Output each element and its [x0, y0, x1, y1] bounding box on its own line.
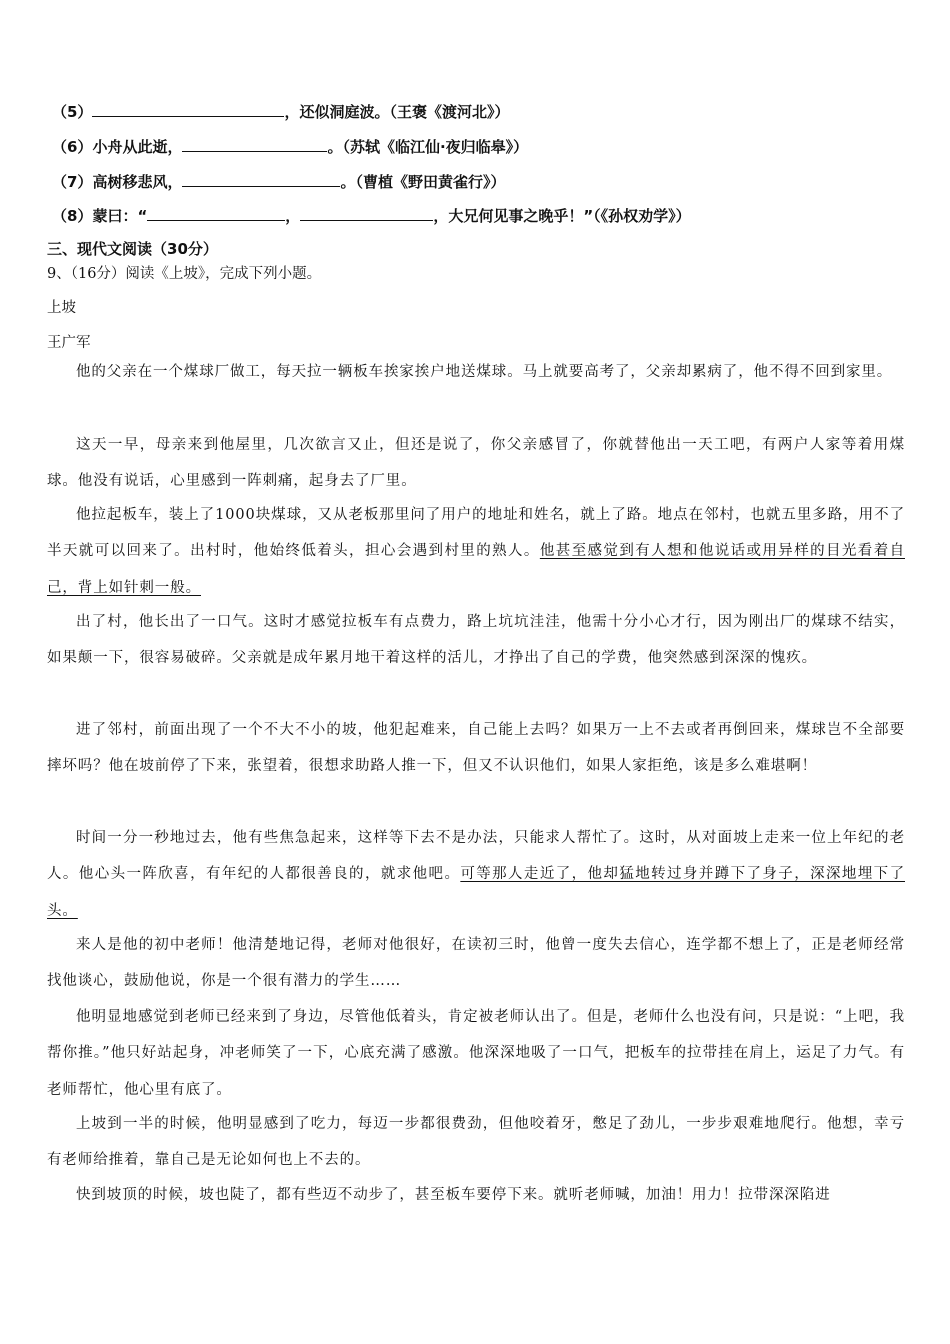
paragraph-text: 他的父亲在一个煤球厂做工，每天拉一辆板车挨家挨户地送煤球。马上就要高考了，父亲却累病了，他不得不回到家里。 [76, 364, 893, 380]
fill-blank-5 [52, 102, 509, 122]
paragraph-text: 出了村，他长出了一口气。这时才感觉拉板车有点费力，路上坑坑洼洼，他需十分小心才行，因为刚出厂的煤球不结实，如果颠一下，很容易破碎。父亲就是成年累月地干着这样的活儿，才挣出了自己的学费，他突然感到深深的愧疚。 [47, 614, 905, 667]
article-paragraph-2 [47, 427, 905, 500]
fill-blank-text: ， [285, 207, 301, 225]
article-paragraph-9 [47, 1106, 905, 1179]
answer-blank[interactable] [147, 206, 285, 221]
fill-blank-number: （8） [52, 207, 93, 225]
fill-blank-number: （5） [52, 103, 93, 121]
fill-blank-text: 。（苏轼《临江仙·夜归临皋》） [327, 138, 529, 156]
fill-blank-7 [52, 172, 505, 192]
section-title: 三、现代文阅读（30分） [47, 240, 218, 258]
fill-blank-text: 高树移悲风， [92, 173, 183, 191]
article-paragraph-1 [47, 354, 905, 390]
article-paragraph-7 [47, 927, 905, 1000]
paragraph-text: 他拉起板车，装上了1000块煤球，又从老板那里问了用户的地址和姓名，就上了路。地点在邻村，也就五里多路，用不了半天就可以回来了。出村时，他始终低着头，担心会遇到村里的熟人。 [47, 507, 905, 560]
paragraph-text: 这天一早，母亲来到他屋里，几次欲言又止，但还是说了，你父亲感冒了，你就替他出一天工吧，有两户人家等着用煤球。他没有说话，心里感到一阵刺痛，起身去了厂里。 [47, 437, 905, 490]
article-author: 王广军 [47, 335, 91, 351]
paragraph-text: 进了邻村，前面出现了一个不大不小的坡，他犯起难来，自己能上去吗？如果万一上不去或者再倒回来，煤球岂不全部要摔坏吗？他在坡前停了下来，张望着，很想求助路人推一下，但又不认识他们，如果人家拒绝，该是多么难堪啊！ [47, 722, 905, 775]
fill-blank-number: （7） [52, 173, 93, 191]
fill-blank-text: 小舟从此逝， [92, 138, 183, 156]
paragraph-text: 上坡到一半的时候，他明显感到了吃力，每迈一步都很费劲，但他咬着牙，憋足了劲儿，一步步艰难地爬行。他想，幸亏有老师给推着，靠自己是无论如何也上不去的。 [47, 1116, 905, 1169]
fill-blank-text: 。（曹植《野田黄雀行》） [340, 173, 506, 191]
article-paragraph-10 [47, 1177, 905, 1213]
answer-blank[interactable] [182, 172, 340, 187]
answer-blank[interactable] [182, 137, 327, 152]
article-paragraph-6 [47, 820, 905, 929]
answer-blank[interactable] [92, 102, 284, 117]
fill-blank-6 [52, 137, 528, 157]
article-paragraph-5 [47, 712, 905, 785]
answer-blank[interactable] [300, 206, 433, 221]
underlined-sentence: 可等那人走近了，他却猛地转过身并蹲下了身子，深深地埋下了头。 [47, 866, 905, 919]
article-paragraph-3 [47, 497, 905, 606]
fill-blank-8 [52, 206, 691, 226]
paragraph-text: 快到坡顶的时候，坡也陡了，都有些迈不动步了，甚至板车要停下来。就听老师喊，加油！用力！拉带深深陷进 [76, 1187, 831, 1203]
question-prompt: 9、（16分）阅读《上坡》，完成下列小题。 [47, 266, 322, 282]
article-paragraph-8 [47, 999, 905, 1108]
fill-blank-text: ，还似洞庭波。（王褒《渡河北》） [284, 103, 510, 121]
paragraph-text: 来人是他的初中老师！他清楚地记得，老师对他很好，在读初三时，他曾一度失去信心，连学都不想上了，正是老师经常找他谈心，鼓励他说，你是一个很有潜力的学生…… [47, 937, 905, 990]
paragraph-text: 时间一分一秒地过去，他有些焦急起来，这样等下去不是办法，只能求人帮忙了。这时，从对面坡上走来一位上年纪的老人。他心头一阵欣喜，有年纪的人都很善良的，就求他吧。 [47, 830, 905, 883]
paragraph-text: 他明显地感觉到老师已经来到了身边，尽管他低着头，肯定被老师认出了。但是，老师什么也没有问，只是说：“上吧，我帮你推。”他只好站起身，冲老师笑了一下，心底充满了感激。他深深地吸了一口气，把板车的拉带挂在肩上，运足了力气。有老师帮忙，他心里有底了。 [47, 1009, 905, 1098]
underlined-sentence: 他甚至感觉到有人想和他说话或用异样的目光看着自己，背上如针刺一般。 [47, 543, 905, 596]
article-paragraph-4 [47, 604, 905, 677]
fill-blank-number: （6） [52, 138, 93, 156]
fill-blank-text: 蒙曰：“ [92, 207, 148, 225]
article-title: 上坡 [47, 300, 76, 316]
fill-blank-text: ，大兄何见事之晚乎！”（《孙权劝学》） [433, 207, 691, 225]
